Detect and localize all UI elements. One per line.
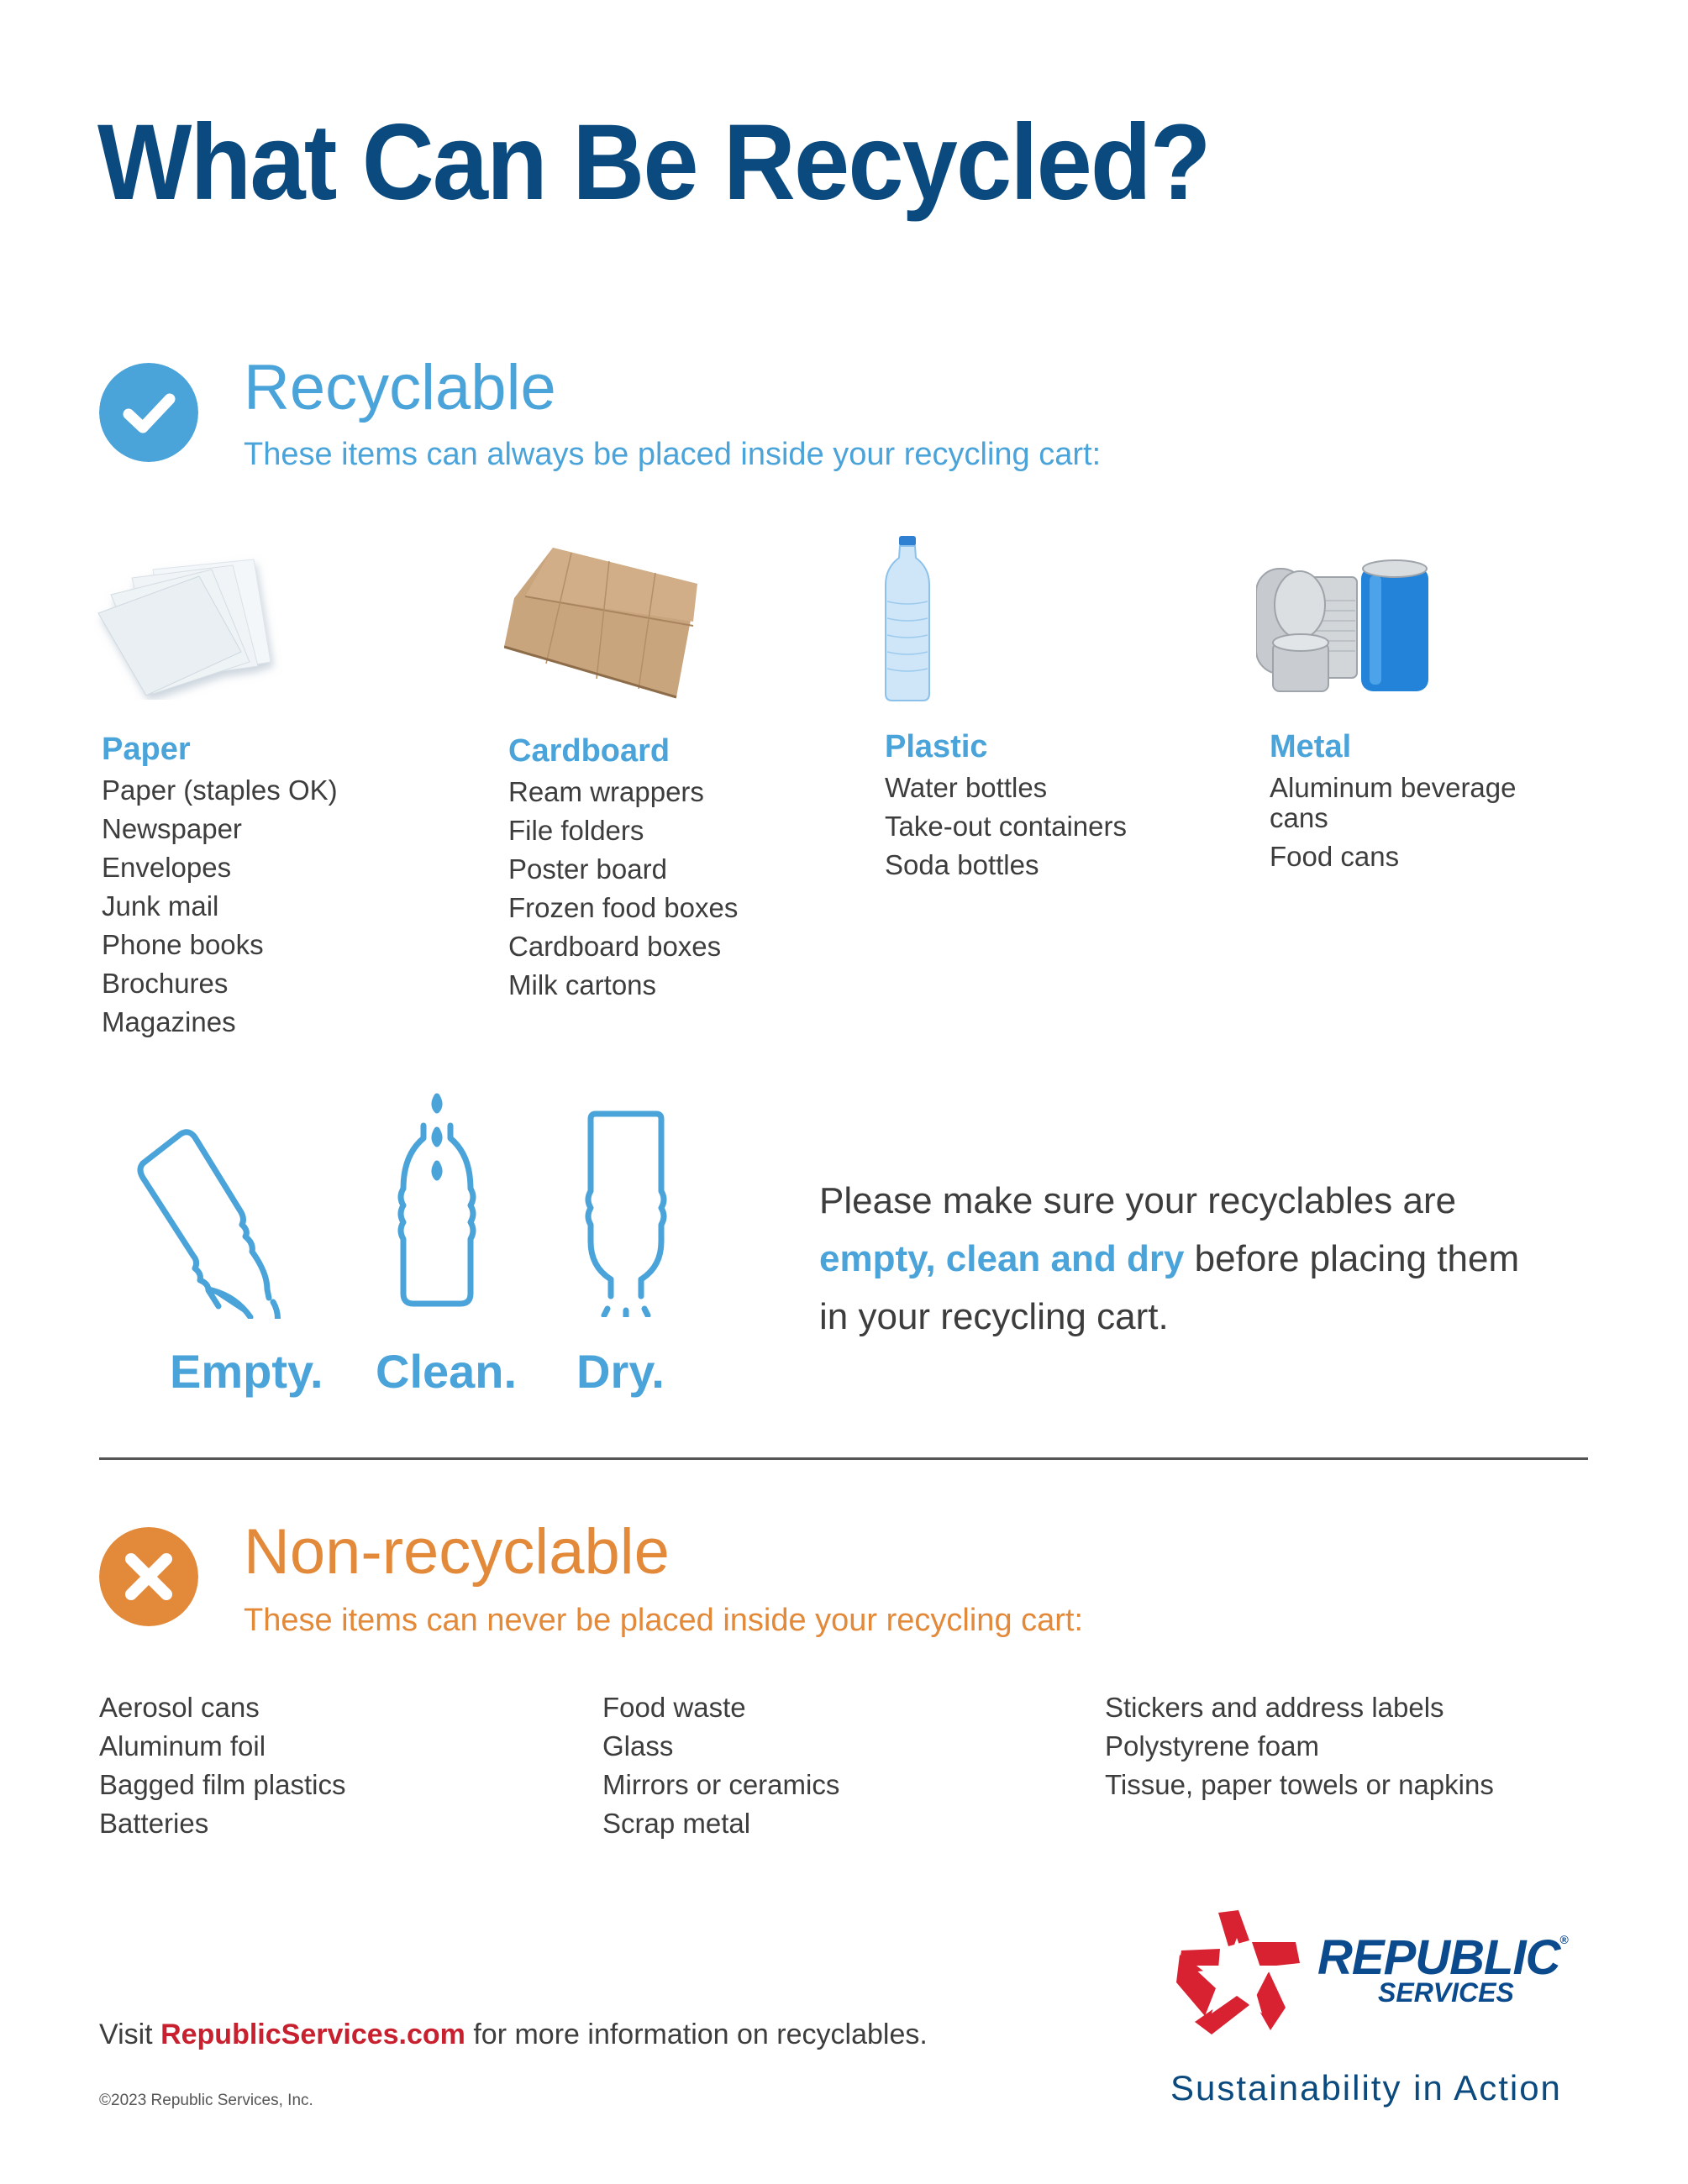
list-item: Tissue, paper towels or napkins xyxy=(1105,1769,1494,1800)
list-item: Soda bottles xyxy=(885,848,1039,880)
category-metal xyxy=(1270,728,1547,876)
list-item: Brochures xyxy=(102,967,229,999)
check-circle-icon xyxy=(99,363,198,462)
list-item: Newspaper xyxy=(102,812,242,844)
step-label-clean: Clean. xyxy=(376,1345,518,1398)
registered-mark: ® xyxy=(1559,1933,1568,1946)
list-item: Frozen food boxes xyxy=(508,891,739,923)
prep-message-highlight: empty, clean and dry xyxy=(819,1238,1185,1279)
category-items xyxy=(885,769,1271,885)
category-paper xyxy=(102,731,488,1042)
step-label-dry: Dry. xyxy=(576,1345,665,1398)
bottle-dripping-icon xyxy=(584,1107,668,1317)
list-item: Poster board xyxy=(508,853,667,885)
list-item: Water bottles xyxy=(885,771,1048,803)
list-item: Glass xyxy=(602,1730,674,1761)
bottle-pouring-icon xyxy=(134,1117,294,1319)
flattened-cardboard-image xyxy=(504,546,723,701)
footer-visit-text xyxy=(99,2019,928,2051)
metal-cans-image xyxy=(1256,559,1437,697)
list-item: Aluminum beverage cans xyxy=(1270,771,1517,833)
non-recyclable-subtitle: These items can never be placed inside your recycling cart: xyxy=(244,1603,1084,1638)
bottle-rinse-icon xyxy=(395,1092,479,1310)
copyright-text: ©2023 Republic Services, Inc. xyxy=(99,2092,313,2109)
list-item: Magazines xyxy=(102,1005,236,1037)
category-title: Plastic xyxy=(885,729,988,764)
section-divider xyxy=(99,1457,1588,1460)
logo-wordmark-services: SERVICES xyxy=(1378,1977,1514,2008)
category-items xyxy=(508,773,895,1005)
prep-message-start: Please make sure your recyclables are xyxy=(819,1180,1457,1221)
list-item: Envelopes xyxy=(102,851,232,883)
category-items xyxy=(102,771,488,1042)
list-item: Bagged film plastics xyxy=(99,1769,346,1800)
list-item: Junk mail xyxy=(102,890,219,921)
list-item: Cardboard boxes xyxy=(508,930,722,962)
non-recyclable-column-2 xyxy=(602,1688,839,1843)
website-link[interactable]: RepublicServices.com xyxy=(160,2019,465,2050)
list-item: Food cans xyxy=(1270,840,1400,872)
paper-stack-image xyxy=(94,544,283,700)
list-item: Polystyrene foam xyxy=(1105,1730,1319,1761)
recyclable-title: Recyclable xyxy=(244,352,556,423)
list-item: Ream wrappers xyxy=(508,775,704,807)
visit-suffix: for more information on recyclables. xyxy=(465,2019,928,2050)
visit-prefix: Visit xyxy=(99,2019,161,2050)
prep-message xyxy=(819,1172,1533,1346)
category-title: Cardboard xyxy=(508,733,670,769)
step-label-empty: Empty. xyxy=(170,1345,323,1398)
category-title: Metal xyxy=(1270,729,1352,764)
logo-word-republic: REPUBLIC xyxy=(1317,1930,1560,1985)
list-item: Food waste xyxy=(602,1692,746,1723)
list-item: Milk cartons xyxy=(508,969,657,1000)
list-item: Stickers and address labels xyxy=(1105,1692,1444,1723)
non-recyclable-section-header xyxy=(99,1527,198,1630)
list-item: Batteries xyxy=(99,1808,209,1839)
category-title: Paper xyxy=(102,732,191,767)
non-recyclable-title: Non-recyclable xyxy=(244,1516,670,1588)
x-circle-icon xyxy=(99,1527,198,1626)
recyclable-subtitle: These items can always be placed inside your recycling cart: xyxy=(244,437,1102,472)
logo-wordmark-republic xyxy=(1317,1930,1568,1985)
non-recyclable-column-3 xyxy=(1105,1688,1494,1804)
category-items xyxy=(1270,769,1547,876)
republic-star-logo-icon xyxy=(1170,1908,1304,2039)
category-cardboard xyxy=(508,732,895,1005)
list-item: Aluminum foil xyxy=(99,1730,266,1761)
prep-message-end: before placing them in your recycling cart. xyxy=(819,1238,1520,1337)
non-recyclable-column-1 xyxy=(99,1688,345,1843)
list-item: File folders xyxy=(508,814,644,846)
list-item: Take-out containers xyxy=(885,810,1127,842)
logo-tagline: Sustainability in Action xyxy=(1170,2068,1562,2108)
list-item: Scrap metal xyxy=(602,1808,751,1839)
list-item: Paper (staples OK) xyxy=(102,774,338,806)
list-item: Aerosol cans xyxy=(99,1692,260,1723)
list-item: Phone books xyxy=(102,928,264,960)
list-item: Mirrors or ceramics xyxy=(602,1769,840,1800)
page-title: What Can Be Recycled? xyxy=(97,102,1210,223)
recyclable-section-header xyxy=(99,363,198,466)
category-plastic xyxy=(885,728,1271,885)
water-bottle-image xyxy=(882,534,933,702)
